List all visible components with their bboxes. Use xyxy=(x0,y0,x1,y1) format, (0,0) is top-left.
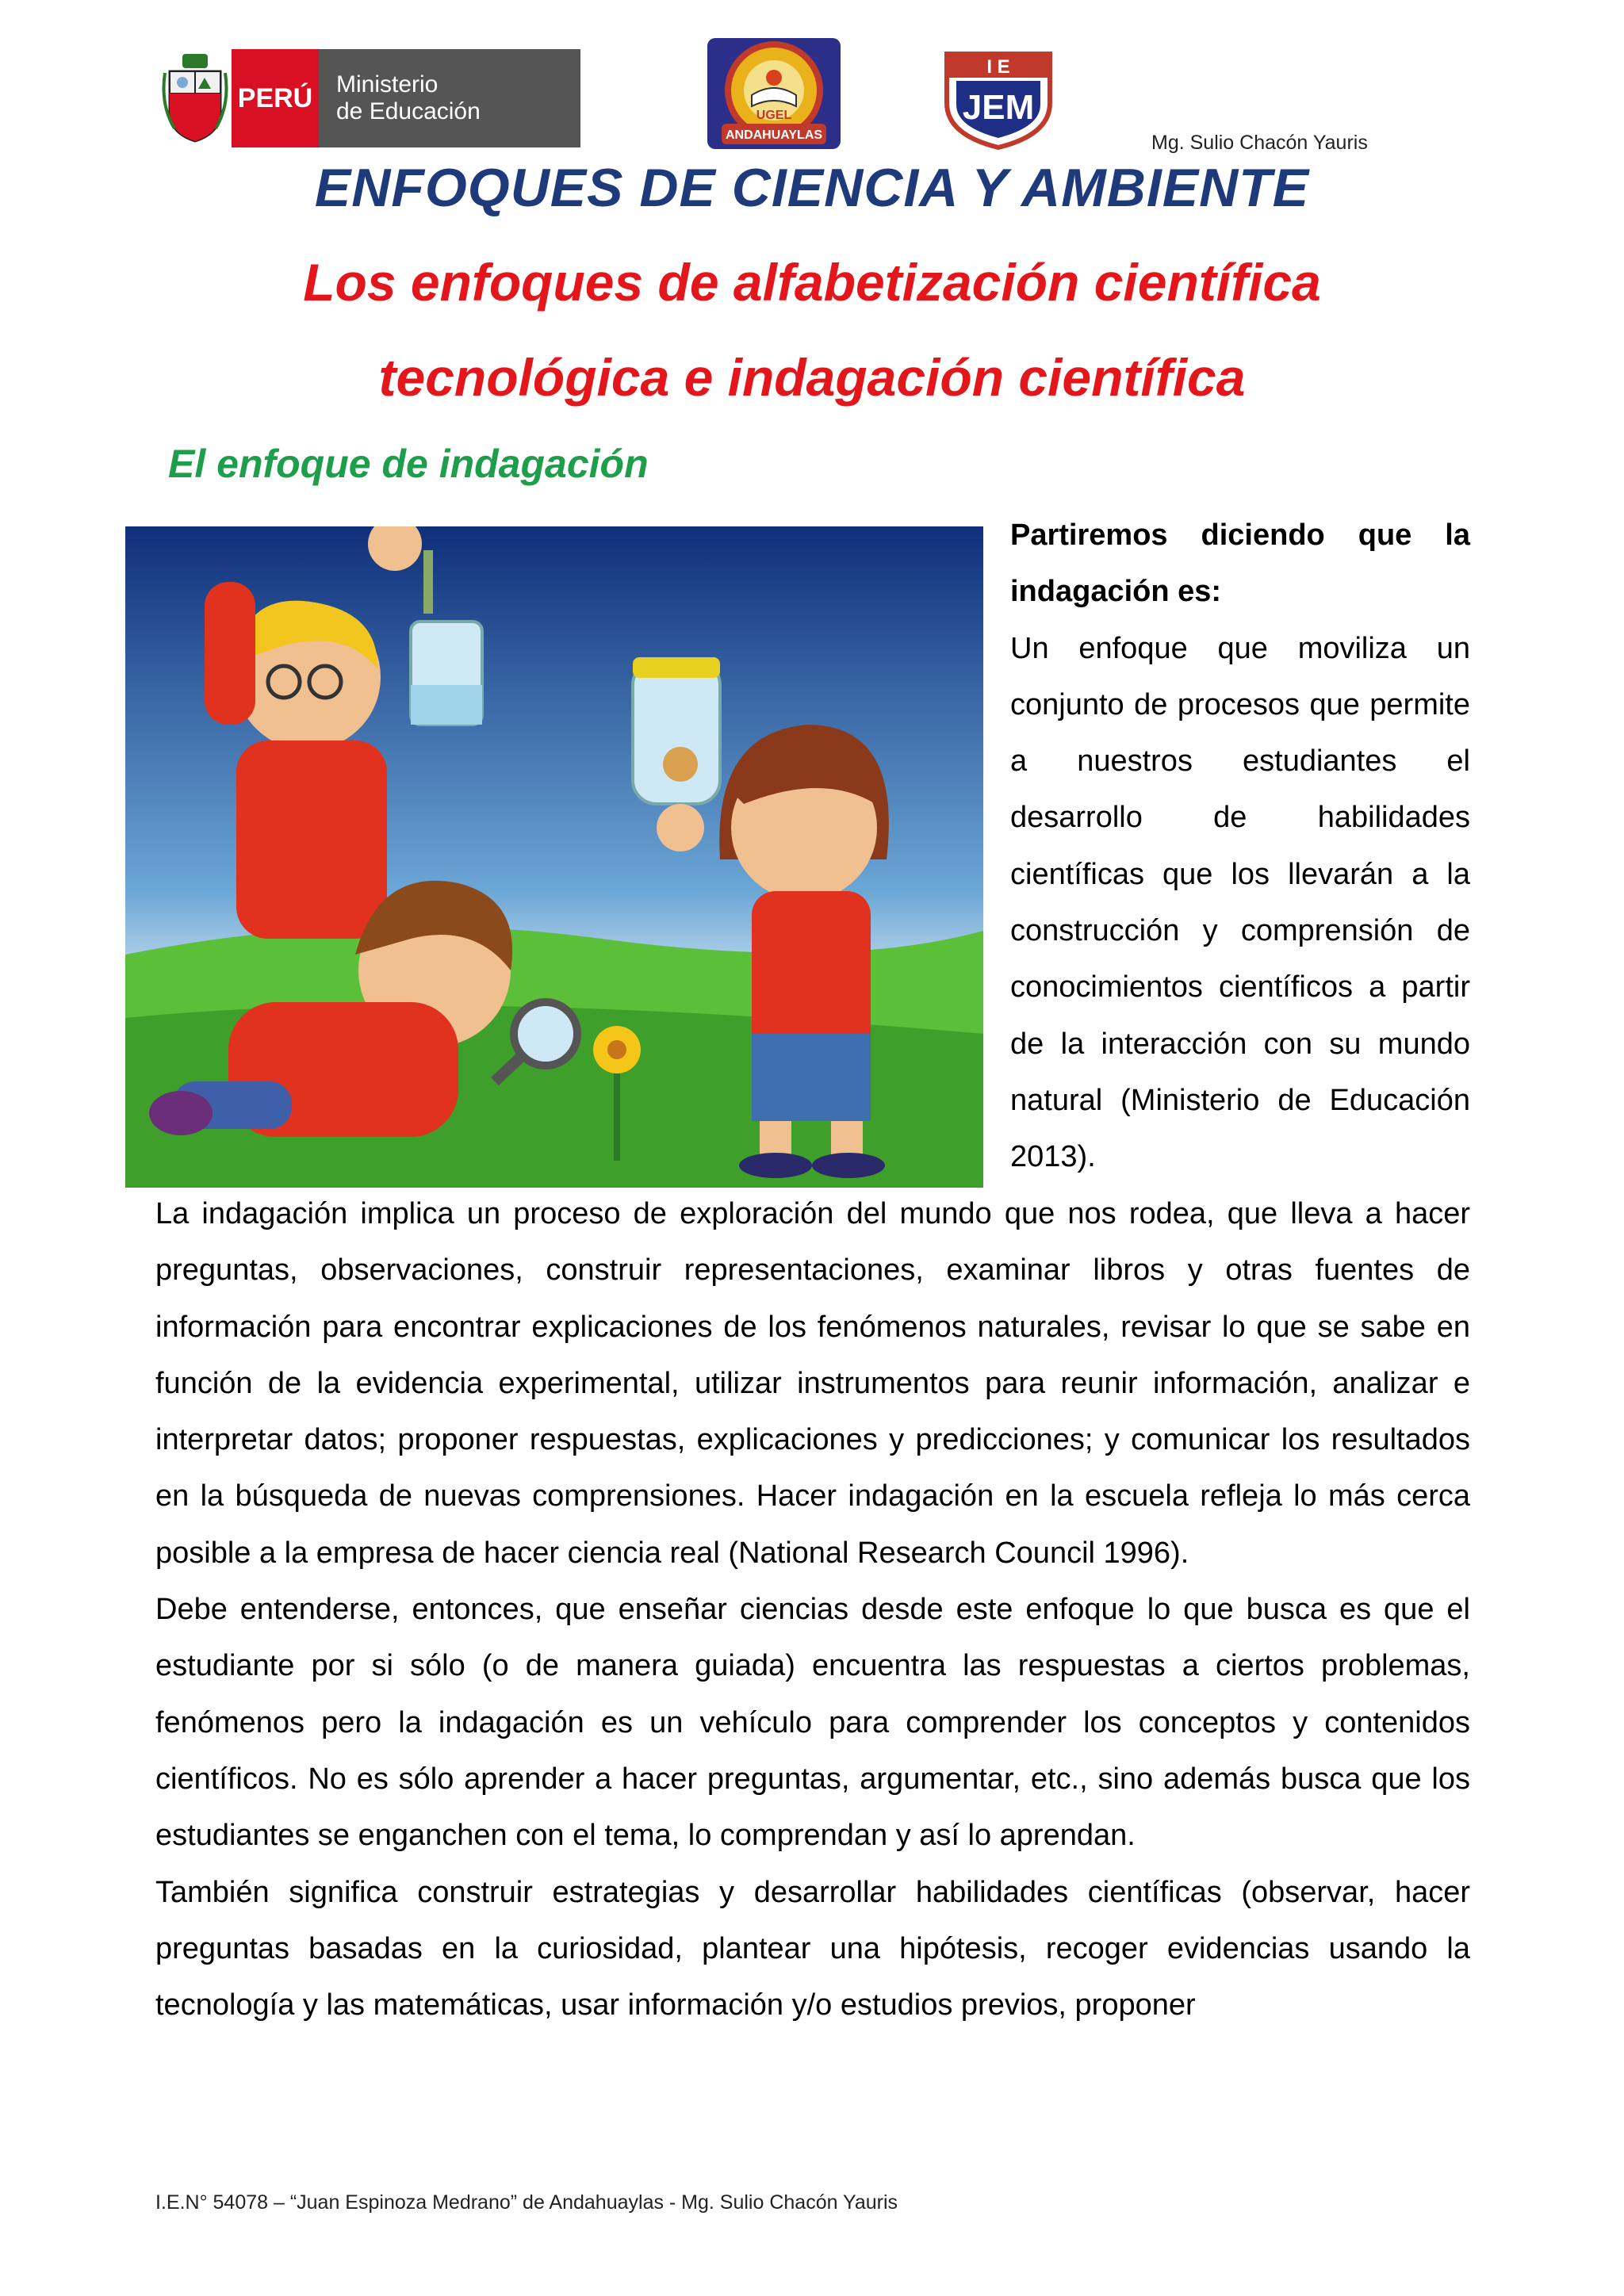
ministry-line-2: de Educación xyxy=(336,98,481,124)
paragraph-1: La indagación implica un proceso de exploración del mundo que nos rodea, que lleva a hacer preguntas, observaciones, construir representaciones, examinar libros y otras fuentes de información para encontrar explicaciones de los fenómenos naturales, revisar lo que se sabe en función de la evidencia experimental, utilizar instrumentos para reunir información, analizar e interpretar datos; proponer respuestas, explicaciones y predicciones; y comunicar los resultados en la búsqueda de nuevas comprensiones. Hacer indagación en la escuela refleja lo más cerca posible a la empresa de hacer ciencia real (National Research Council 1996). xyxy=(155,1197,1470,1570)
definition-column xyxy=(1010,507,1470,1186)
definition-text: Un enfoque que moviliza un conjunto de procesos que permite a nuestros estudiantes el desarrollo de habilidades científicas que los llevarán a la construcción y comprensión de conocimientos científicos a partir de la interacción con su mundo natural (Ministerio de Educación 2013). xyxy=(1010,631,1470,1174)
body-text xyxy=(155,1186,1470,2034)
paragraph-3: También significa construir estrategias y desarrollar habilidades científicas (observar, hacer preguntas basadas en la curiosidad, plantear una hipótesis, recoger evidencias usando la tecnología y las matemáticas, usar información y/o estudios previos, proponer xyxy=(155,1875,1470,2022)
jem-top: I E xyxy=(986,56,1010,78)
ugel-place: ANDAHUAYLAS xyxy=(725,128,823,142)
section-heading: El enfoque de indagación xyxy=(168,442,649,486)
peru-coat-of-arms-icon xyxy=(159,49,232,147)
children-science-illustration xyxy=(125,526,983,1188)
page-title: ENFOQUES DE CIENCIA Y AMBIENTE xyxy=(314,158,1310,218)
ugel-text: UGEL xyxy=(756,109,792,122)
subtitle-line-1: Los enfoques de alfabetización científica xyxy=(303,253,1321,312)
jem-letters: JEM xyxy=(962,88,1035,127)
author-header: Mg. Sulio Chacón Yauris xyxy=(1151,132,1368,154)
subtitle-line-2: tecnológica e indagación científica xyxy=(378,348,1246,407)
ministry-name xyxy=(319,49,580,147)
page-footer: I.E.N° 54078 – “Juan Espinoza Medrano” de Andahuaylas - Mg. Sulio Chacón Yauris xyxy=(155,2191,898,2214)
jem-logo xyxy=(939,48,1058,151)
ministry-logo xyxy=(159,49,580,147)
ministry-line-1: Ministerio xyxy=(336,71,439,98)
paragraph-2: Debe entenderse, entonces, que enseñar ciencias desde este enfoque lo que busca es que el estudiante por si sólo (o de manera guiada) encuentra las respuestas a ciertos problemas, fenómenos pero la indagación es un vehículo para comprender los conceptos y contenidos científicos. No es sólo aprender a hacer preguntas, argumentar, etc., sino además busca que los estudiantes se enganchen con el tema, lo comprendan y así lo aprendan. xyxy=(155,1593,1470,1853)
ugel-logo xyxy=(707,38,841,149)
peru-label: PERÚ xyxy=(232,49,319,147)
definition-lead: Partiremos diciendo que la indagación es: xyxy=(1010,519,1470,609)
